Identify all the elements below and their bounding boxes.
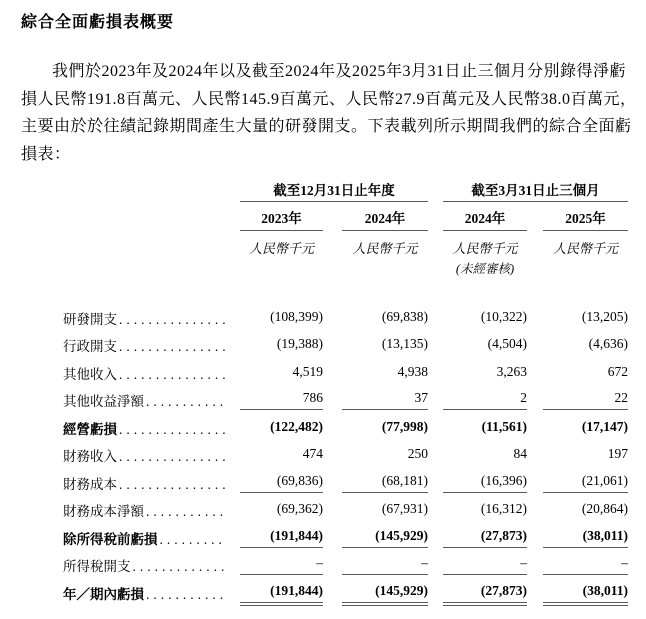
table-body	[63, 300, 628, 603]
value-3m2025: 672	[607, 363, 628, 379]
table-row	[63, 328, 628, 356]
dot-leader	[117, 367, 226, 383]
row-label-text: 研發開支	[63, 311, 117, 327]
value-3m2025: (17,147)	[581, 418, 628, 434]
value-fy2023: (69,362)	[276, 501, 323, 516]
dot-leader-fill	[119, 367, 226, 382]
value-fy2024: –	[342, 554, 428, 575]
dot-leader-fill	[119, 422, 226, 437]
table-row	[63, 575, 628, 603]
value-3m2025: (38,011)	[543, 527, 628, 548]
value-fy2024: 37	[342, 389, 428, 410]
table-header-note	[63, 257, 628, 277]
value-fy2023: (122,482)	[270, 418, 323, 434]
value-3m2024: –	[443, 554, 527, 575]
table-row	[63, 520, 628, 548]
value-fy2024: (145,929)	[342, 527, 428, 548]
value-fy2024: (67,931)	[381, 501, 428, 516]
value-3m2024: (4,504)	[487, 336, 527, 351]
value-fy2023: (19,388)	[276, 336, 323, 351]
dot-leader-fill	[119, 477, 226, 492]
row-label	[63, 558, 240, 575]
value-3m2024: (10,322)	[480, 308, 527, 324]
unit-label: 人民幣千元	[552, 241, 618, 256]
row-label	[63, 586, 240, 603]
value-3m2024: (16,396)	[443, 472, 527, 493]
dot-leader-fill	[133, 559, 227, 574]
paragraph-line: 損人民幣191.8百萬元、人民幣145.9百萬元、人民幣27.9百萬元及人民幣38.0百萬元，	[21, 90, 637, 108]
row-label	[63, 311, 240, 328]
dot-leader	[144, 587, 226, 603]
value-3m2025: 197	[607, 446, 628, 461]
value-3m2025: (4,636)	[588, 336, 628, 351]
value-fy2024: 250	[407, 446, 428, 461]
value-fy2023: (69,836)	[240, 472, 323, 493]
table-row	[63, 438, 628, 466]
dot-leader	[158, 532, 227, 548]
table-row	[63, 493, 628, 521]
paragraph-line: 主要由於於往績記錄期間產生大量的研發開支。下表載列所示期間我們的綜合全面虧	[21, 118, 632, 135]
dot-leader	[144, 504, 226, 520]
row-label	[63, 393, 240, 410]
row-label-text: 經營虧損	[63, 421, 117, 437]
table-row	[63, 548, 628, 576]
dot-leader	[117, 312, 226, 328]
row-label	[63, 531, 240, 548]
value-fy2023: 4,519	[292, 363, 323, 379]
dot-leader-fill	[119, 312, 226, 327]
paragraph-line: 損表：	[21, 145, 71, 163]
row-label	[63, 338, 240, 355]
document-page	[0, 12, 646, 619]
header-year-2024-q1: 2024年	[443, 211, 527, 231]
table-row	[63, 410, 628, 438]
row-label	[63, 476, 240, 493]
dot-leader	[117, 449, 226, 465]
value-3m2024: 2	[443, 389, 527, 410]
table-header-units	[63, 235, 628, 257]
table-header-years	[63, 205, 628, 231]
row-label-text: 除所得稅前虧損	[63, 531, 158, 547]
value-3m2024: 3,263	[496, 363, 527, 379]
row-label-text: 財務成本淨額	[63, 504, 144, 519]
table-row	[63, 355, 628, 383]
value-3m2024: 84	[513, 446, 527, 461]
dot-leader-fill	[119, 449, 226, 464]
unit-label: 人民幣千元	[248, 241, 314, 256]
header-group-year-ended-dec31: 截至12月31日止年度	[240, 183, 428, 202]
value-3m2025: (20,864)	[581, 501, 628, 516]
row-label-text: 財務成本	[63, 476, 117, 492]
value-3m2024: (27,873)	[443, 582, 527, 603]
intro-paragraph	[21, 58, 637, 168]
value-fy2023: (191,844)	[240, 527, 323, 548]
dot-leader	[117, 422, 226, 438]
row-label-text: 其他收入	[63, 366, 117, 382]
value-3m2025: (13,205)	[581, 308, 628, 324]
page-title: 綜合全面虧損表概要	[21, 14, 175, 31]
table-header-groups	[63, 182, 628, 202]
table-row	[63, 383, 628, 411]
dot-leader-fill	[146, 394, 226, 409]
value-fy2024: (13,135)	[381, 336, 428, 351]
value-fy2024: 4,938	[397, 363, 428, 379]
header-year-2024: 2024年	[342, 211, 428, 231]
row-label	[63, 448, 240, 465]
table-row	[63, 465, 628, 493]
value-3m2025: –	[543, 554, 628, 575]
row-label-text: 年／期內虧損	[63, 586, 144, 602]
dot-leader	[117, 477, 226, 493]
header-year-2023: 2023年	[240, 211, 323, 231]
dot-leader	[144, 394, 226, 410]
dot-leader	[117, 339, 226, 355]
table-row	[63, 300, 628, 328]
unaudited-note: (未經審核)	[455, 262, 515, 276]
value-fy2024: (69,838)	[381, 308, 428, 324]
comprehensive-loss-table	[63, 182, 628, 603]
paragraph-line: 我們於2023年及2024年以及截至2024年及2025年3月31日止三個月分別錄得淨虧	[52, 63, 627, 80]
dot-leader-fill	[119, 339, 226, 354]
value-3m2024: (11,561)	[481, 418, 527, 434]
dot-leader-fill	[146, 504, 226, 519]
header-group-three-months-mar31: 截至3月31日止三個月	[443, 183, 628, 202]
value-fy2024: (145,929)	[342, 582, 428, 603]
value-3m2025: (21,061)	[543, 472, 628, 493]
value-fy2023: –	[240, 554, 323, 575]
unit-label: 人民幣千元	[352, 241, 418, 256]
row-label-text: 行政開支	[63, 339, 117, 354]
value-fy2023: 786	[240, 389, 323, 410]
row-label-text: 所得稅開支	[63, 559, 131, 574]
value-fy2024: (68,181)	[342, 472, 428, 493]
header-year-2025-q1: 2025年	[543, 211, 628, 231]
value-fy2023: 474	[302, 446, 323, 461]
value-fy2023: (108,399)	[270, 308, 323, 324]
row-label	[63, 421, 240, 438]
row-label	[63, 366, 240, 383]
value-3m2025: (38,011)	[543, 582, 628, 603]
value-fy2024: (77,998)	[381, 418, 428, 434]
unit-label: 人民幣千元	[452, 241, 518, 256]
row-label-text: 其他收益淨額	[63, 394, 144, 409]
row-label	[63, 503, 240, 520]
value-fy2023: (191,844)	[240, 582, 323, 603]
row-label-text: 財務收入	[63, 449, 117, 464]
dot-leader-fill	[146, 587, 226, 602]
value-3m2024: (16,312)	[480, 501, 527, 516]
dot-leader-fill	[160, 532, 227, 547]
value-3m2025: 22	[543, 389, 628, 410]
value-3m2024: (27,873)	[443, 527, 527, 548]
dot-leader	[131, 559, 227, 575]
